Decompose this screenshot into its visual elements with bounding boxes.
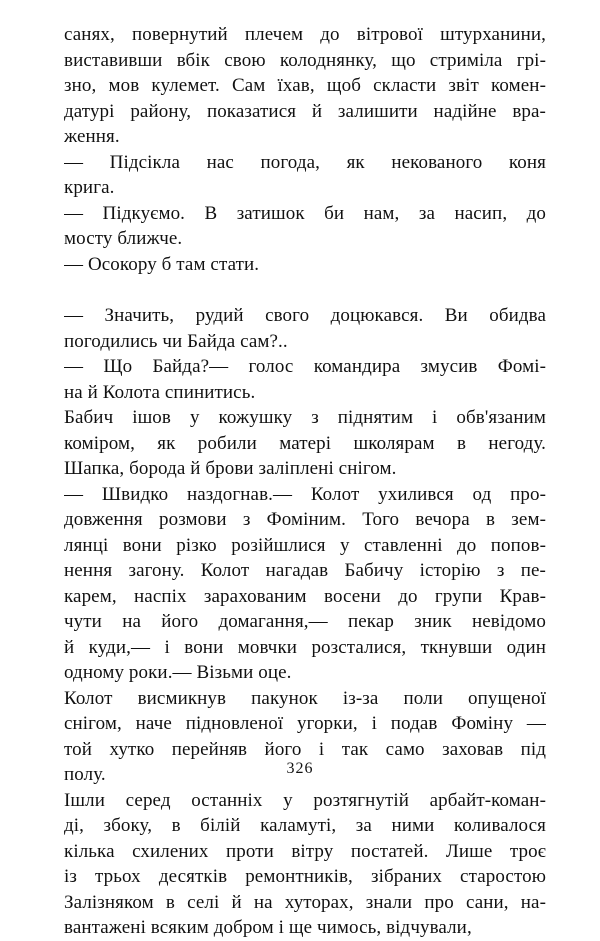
- text-line: — Осокору б там стати.: [64, 253, 260, 275]
- text-line: снігом, наче підновленої угорки, і подав Фоміну —: [64, 713, 546, 734]
- text-line: ження.: [64, 126, 120, 147]
- text-line: довження розмови з Фоміним. Того вечора в зем-: [64, 509, 546, 530]
- text-line: Залізняком в селі й на хуторах, знали про сани, на-: [64, 891, 546, 913]
- text-line: одному роки.— Візьми оце.: [64, 662, 292, 683]
- page-number: 326: [286, 760, 314, 777]
- text-line: мосту ближче.: [64, 228, 183, 249]
- text-line: Колот висмикнув пакунок із-за поли опущеної: [64, 687, 546, 709]
- text-line: санях, повернутий плечем до вітрової штурханини,: [64, 24, 546, 45]
- text-line: нення загону. Колот нагадав Бабичу історію з пе-: [64, 560, 546, 581]
- text-line: карем, наспіх зарахованим восени до групи Крав-: [64, 585, 546, 607]
- text-line: Ішли серед останніх у розтягнутій арбайт-коман-: [64, 789, 546, 811]
- text-line: — Значить, рудий свого доцюкався. Ви обидва: [64, 305, 546, 326]
- text-line: кілька схилених проти вітру постатей. Лише троє: [64, 840, 546, 862]
- text-line: Шапка, борода й брови заліплені снігом.: [64, 458, 397, 479]
- text-line: лянці вони різко розійшлися у ставленні до попов-: [64, 534, 546, 556]
- text-line: датурі району, показатися й залишити надійне вра-: [64, 100, 546, 122]
- text-line: й куди,— і вони мовчки розсталися, ткнувши один: [64, 636, 546, 658]
- text-line: вантажені всяким добром і ще чимось, відчували,: [64, 917, 472, 938]
- text-line: той хутко перейняв його і так само заховав під: [64, 738, 546, 760]
- text-section-2: [64, 303, 546, 941]
- text-line: на й Колота спинитись.: [64, 381, 256, 403]
- text-line: погодились чи Байда сам?..: [64, 330, 288, 352]
- text-line: — Підсікла нас погода, як некованого коня: [64, 151, 546, 173]
- section-gap: [64, 277, 546, 303]
- text-line: зно, мов кулемет. Сам їхав, щоб скласти звіт комен-: [64, 75, 546, 96]
- text-line: — Підкуємо. В затишок би нам, за насип, до: [64, 202, 546, 224]
- text-line: — Швидко наздогнав.— Колот ухилився од про-: [64, 483, 546, 505]
- text-line: ді, збоку, в білій каламуті, за ними коливалося: [64, 815, 546, 836]
- text-line: — Що Байда?— голос командира змусив Фомі-: [64, 356, 546, 377]
- text-line: із трьох десятків ремонтників, зібраних старостою: [64, 866, 546, 887]
- text-section-1: [64, 22, 546, 277]
- text-line: Бабич ішов у кожушку з піднятим і обв'язаним: [64, 407, 546, 428]
- text-line: коміром, як робили матері школярам в негоду.: [64, 432, 546, 454]
- text-line: крига.: [64, 177, 115, 198]
- text-line: виставивши вбік свою колоднянку, що стриміла грі-: [64, 49, 546, 71]
- text-line: полу.: [64, 764, 106, 785]
- text-line: чути на його домагання,— пекар зник невідомо: [64, 611, 546, 632]
